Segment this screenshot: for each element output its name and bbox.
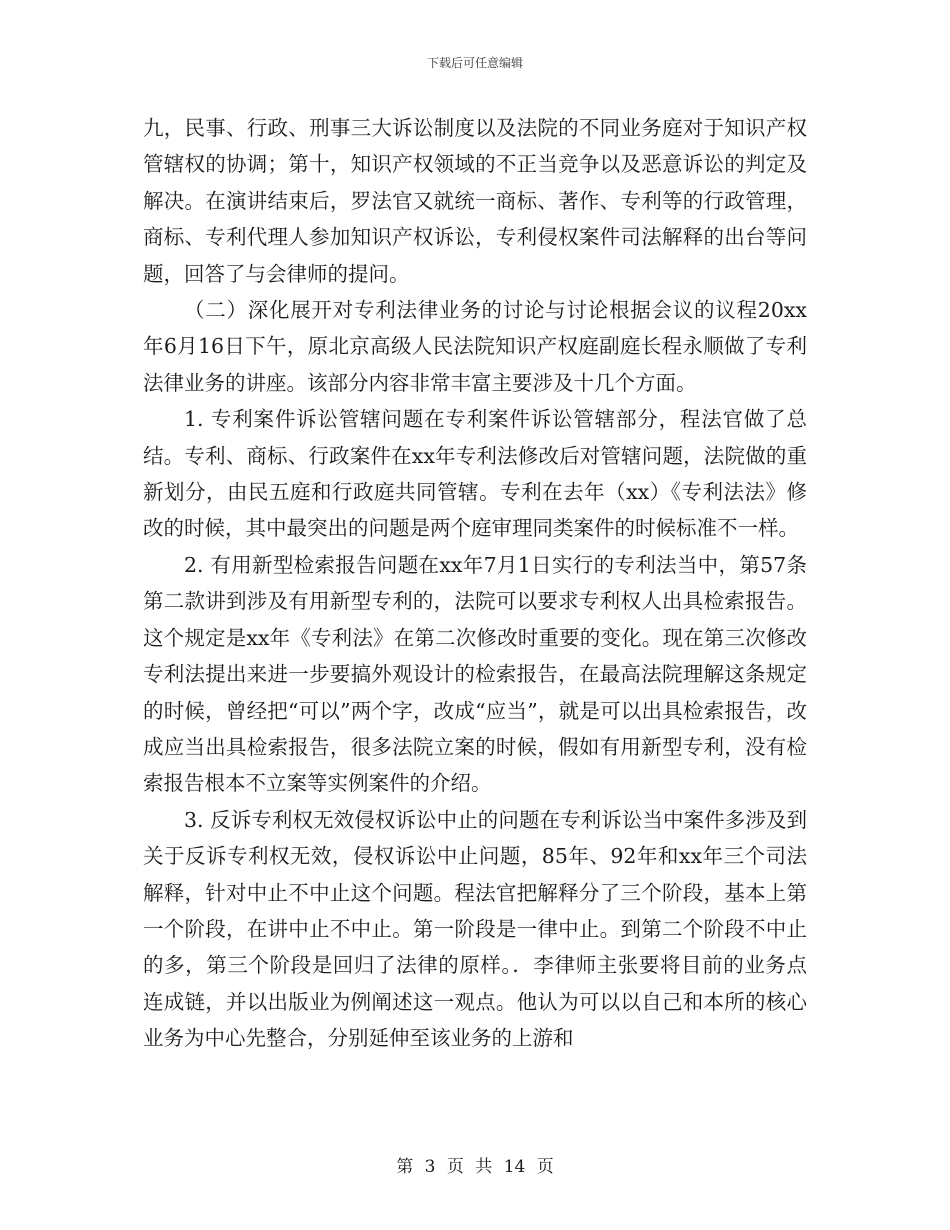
- document-body: [143, 110, 807, 1057]
- paragraph-4: 2. 有用新型检索报告问题在xx年7月1日实行的专利法当中，第57条第二款讲到涉及有用新型专利的，法院可以要求专利权人出具检索报告。这个规定是xx年《专利法》在第二次修改时重要的变化。现在第三次修改专利法提出来进一步要搞外观设计的检索报告，在最高法院理解这条规定的时候，曾经把“可以”两个字，改成“应当”，就是可以出具检索报告，改成应当出具检索报告，很多法院立案的时候，假如有用新型专利，没有检索报告根本不立案等实例案件的介绍。: [143, 552, 807, 796]
- paragraph-1: 九，民事、行政、刑事三大诉讼制度以及法院的不同业务庭对于知识产权管辖权的协调；第十，知识产权领域的不正当竞争以及恶意诉讼的判定及解决。在演讲结束后，罗法官又就统一商标、著作、专利等的行政管理，商标、专利代理人参加知识产权诉讼，专利侵权案件司法解释的出台等问题，回答了与会律师的提问。: [143, 116, 807, 286]
- paragraph-5: 3. 反诉专利权无效侵权诉讼中止的问题在专利诉讼当中案件多涉及到关于反诉专利权无效，侵权诉讼中止问题，85年、92年和xx年三个司法解释，针对中止不中止这个问题。程法官把解释分了三个阶段，基本上第一个阶段，在讲中止不中止。第一阶段是一律中止。到第二个阶段不中止的多，第三个阶段是回归了法律的原样。．李律师主张要将目前的业务点连成链，并以出版业为例阐述这一观点。他认为可以以自己和本所的核心业务为中心先整合，分别延伸至该业务的上游和: [143, 807, 807, 1051]
- paragraph-2: （二）深化展开对专利法律业务的讨论与讨论根据会议的议程20xx年6月16日下午，原北京高级人民法院知识产权庭副庭长程永顺做了专利法律业务的讲座。该部分内容非常丰富主要涉及十几个方面。: [143, 298, 807, 395]
- paragraph-3: 1. 专利案件诉讼管辖问题在专利案件诉讼管辖部分，程法官做了总结。专利、商标、行政案件在xx年专利法修改后对管辖问题，法院做的重新划分，由民五庭和行政庭共同管辖。专利在去年（xx）《专利法法》修改的时候，其中最突出的问题是两个庭审理同类案件的时候标准不一样。: [143, 407, 807, 541]
- page-number-footer: 第 3 页 共 14 页: [396, 1157, 554, 1177]
- page-header: 下载后可任意编辑: [426, 56, 523, 70]
